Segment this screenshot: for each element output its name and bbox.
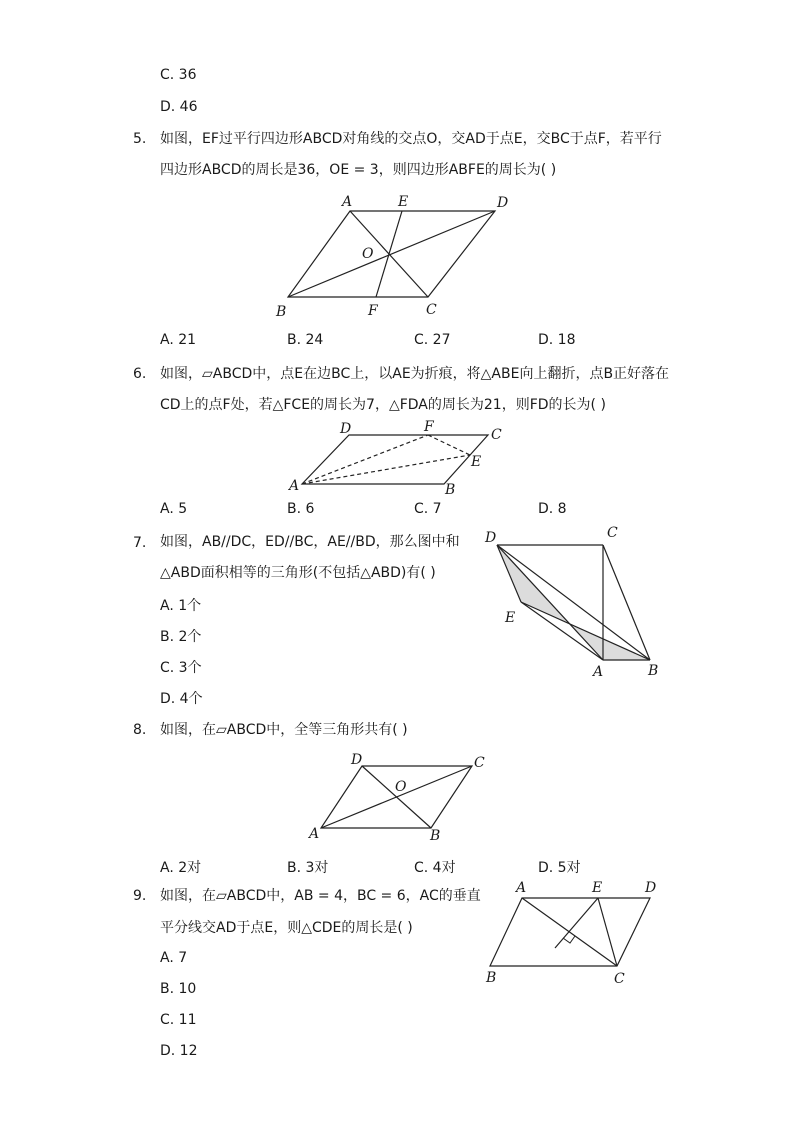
- q8-label-b: B: [430, 828, 441, 844]
- q6-label-a: A: [289, 478, 300, 494]
- q8-text-line1: 如图，在▱ABCD中，全等三角形共有( ): [160, 722, 408, 738]
- q5-label-a: A: [342, 194, 353, 210]
- q5-label-o: O: [362, 246, 374, 262]
- q6-label-d: D: [340, 421, 352, 437]
- q8-label-o: O: [395, 779, 407, 795]
- q9-label-d: D: [645, 880, 657, 896]
- q9-option-b: B. 10: [160, 981, 197, 997]
- q8-option-b: B. 3对: [287, 860, 329, 876]
- q4-option-d: D. 46: [160, 99, 198, 115]
- q7-text-line1: 如图，AB//DC，ED//BC，AE//BD，那么图中和: [160, 534, 460, 550]
- q5-label-c: C: [426, 302, 437, 318]
- q6-option-d: D. 8: [538, 501, 567, 517]
- q8-option-a: A. 2对: [160, 860, 202, 876]
- q8-label-d: D: [351, 752, 363, 768]
- q9-label-c: C: [614, 971, 625, 987]
- q5-option-d: D. 18: [538, 332, 576, 348]
- q6-option-c: C. 7: [414, 501, 442, 517]
- q8-option-d: D. 5对: [538, 860, 581, 876]
- q8-label-c: C: [474, 755, 485, 771]
- q5-label-d: D: [497, 195, 509, 211]
- q5-label-e: E: [398, 194, 409, 210]
- q5-option-a: A. 21: [160, 332, 197, 348]
- q5-text-line1: 如图，EF过平行四边形ABCD对角线的交点O，交AD于点E，交BC于点F，若平行: [160, 131, 662, 147]
- q9-text-line2: 平分线交AD于点E，则△CDE的周长是( ): [160, 920, 413, 936]
- q6-option-a: A. 5: [160, 501, 188, 517]
- q5-label-f: F: [368, 303, 378, 319]
- q6-text-line2: CD上的点F处，若△FCE的周长为7，△FDA的周长为21，则FD的长为( ): [160, 397, 606, 413]
- q7-label-a: A: [593, 664, 604, 680]
- q7-label-e: E: [505, 610, 516, 626]
- q5-option-c: C. 27: [414, 332, 451, 348]
- q5-label-b: B: [276, 304, 287, 320]
- q6-option-b: B. 6: [287, 501, 315, 517]
- q5-option-b: B. 24: [287, 332, 324, 348]
- q7-label-c: C: [607, 525, 618, 541]
- q8-number: 8.: [133, 722, 147, 738]
- q5-text-line2: 四边形ABCD的周长是36，OE = 3，则四边形ABFE的周长为( ): [160, 162, 557, 178]
- q7-number: 7.: [133, 535, 147, 551]
- q9-label-e: E: [592, 880, 603, 896]
- q4-option-c: C. 36: [160, 67, 197, 83]
- q6-label-f: F: [424, 419, 434, 435]
- q7-option-b: B. 2个: [160, 629, 202, 645]
- q7-option-c: C. 3个: [160, 660, 202, 676]
- q7-option-d: D. 4个: [160, 691, 203, 707]
- q9-option-d: D. 12: [160, 1043, 198, 1059]
- q7-label-b: B: [648, 663, 659, 679]
- q9-text-line1: 如图，在▱ABCD中，AB = 4，BC = 6，AC的垂直: [160, 888, 481, 904]
- q8-option-c: C. 4对: [414, 860, 456, 876]
- q6-label-e: E: [471, 454, 482, 470]
- q9-label-a: A: [516, 880, 527, 896]
- q6-number: 6.: [133, 366, 147, 382]
- q9-option-c: C. 11: [160, 1012, 197, 1028]
- q9-number: 9.: [133, 888, 147, 904]
- q6-label-b: B: [445, 482, 456, 498]
- q7-text-line2: △ABD面积相等的三角形(不包括△ABD)有( ): [160, 565, 436, 581]
- q6-label-c: C: [491, 427, 502, 443]
- q7-label-d: D: [485, 530, 497, 546]
- q7-option-a: A. 1个: [160, 598, 202, 614]
- q9-label-b: B: [486, 970, 497, 986]
- q6-text-line1: 如图，▱ABCD中，点E在边BC上，以AE为折痕，将△ABE向上翻折，点B正好落在: [160, 366, 670, 382]
- q5-number: 5.: [133, 131, 147, 147]
- q9-option-a: A. 7: [160, 950, 188, 966]
- q8-label-a: A: [309, 826, 320, 842]
